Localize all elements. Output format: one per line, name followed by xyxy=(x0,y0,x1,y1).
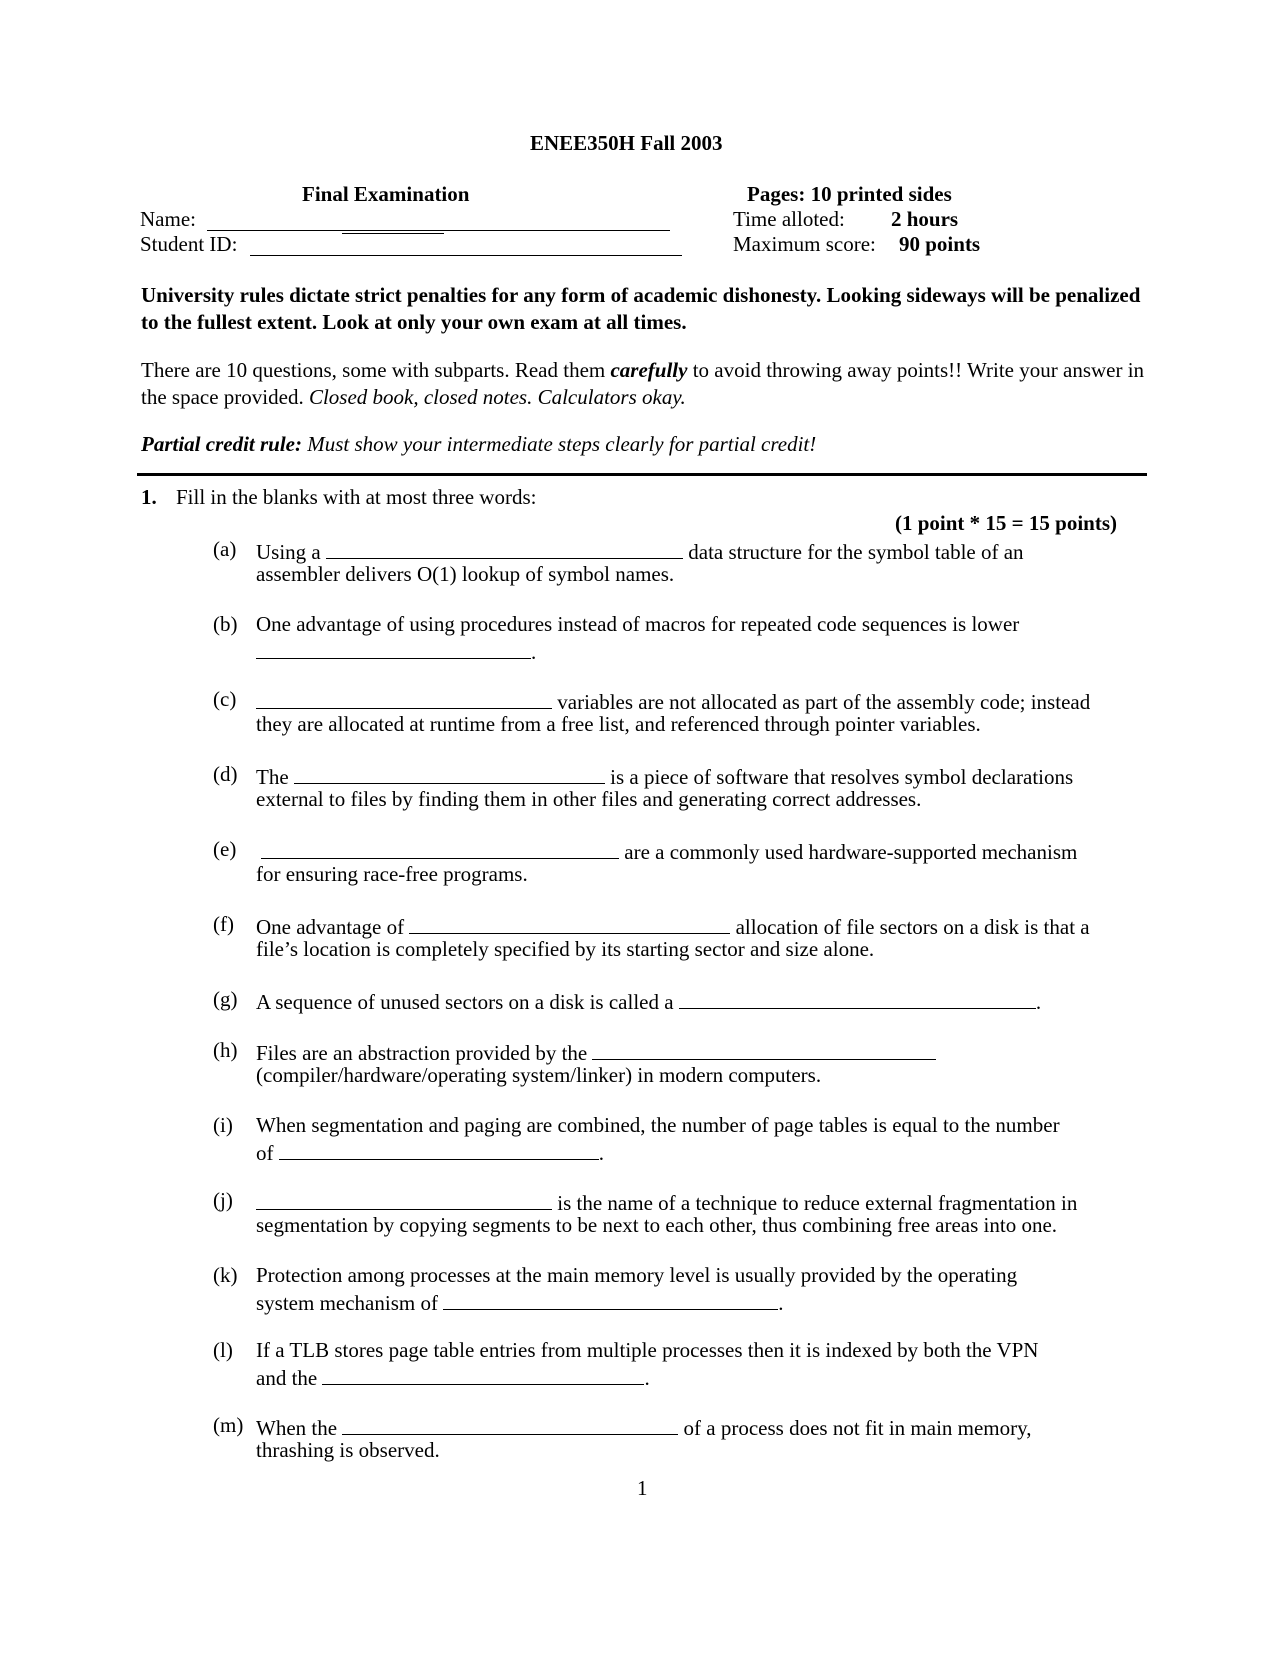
answer-blank-b[interactable] xyxy=(256,636,531,659)
item-line-1: Files are an abstraction provided by the xyxy=(256,1037,936,1066)
score-value: 90 points xyxy=(899,232,981,256)
partial-credit-rule xyxy=(141,432,816,457)
answer-blank-a[interactable] xyxy=(326,536,683,559)
item-line-2: thrashing is observed. xyxy=(256,1438,440,1462)
item-line-2: of . xyxy=(256,1137,604,1166)
item-label: (f) xyxy=(213,912,234,936)
student-id-field[interactable] xyxy=(250,233,682,256)
item-line-1: Using a data structure for the symbol table of an xyxy=(256,536,1024,565)
intro-text-2: to avoid throwing away points!! Write your answer in the space provided. xyxy=(141,358,1145,409)
item-line-1: When segmentation and paging are combined, the number of page tables is equal to the number xyxy=(256,1113,1060,1137)
item-label: (a) xyxy=(213,537,237,561)
item-line-1: are a commonly used hardware-supported mechanism xyxy=(256,836,1077,865)
item-line-1: Protection among processes at the main memory level is usually provided by the operating xyxy=(256,1263,1018,1287)
item-label: (j) xyxy=(213,1188,233,1212)
dishonesty-notice: University rules dictate strict penalties for any form of academic dishonesty. Looking sideways will be penalized to the fullest extent. Look at only your own exam at all times. xyxy=(141,283,1141,334)
item-line-1: If a TLB stores page table entries from multiple processes then it is indexed by both the VPN xyxy=(256,1338,1039,1362)
answer-blank-j[interactable] xyxy=(256,1187,552,1210)
item-line-2: system mechanism of . xyxy=(256,1287,783,1316)
question-number: 1. xyxy=(141,485,157,509)
item-label: (h) xyxy=(213,1038,238,1062)
answer-blank-k[interactable] xyxy=(443,1287,778,1310)
name-label: Name: xyxy=(140,207,196,231)
item-line-2: segmentation by copying segments to be next to each other, thus combining free areas into one. xyxy=(256,1213,1058,1237)
answer-blank-g[interactable] xyxy=(679,986,1036,1009)
time-label: Time alloted: xyxy=(733,207,845,231)
item-line-2: for ensuring race-free programs. xyxy=(256,862,528,886)
section-divider xyxy=(137,473,1147,476)
item-line-1: is the name of a technique to reduce external fragmentation in xyxy=(256,1187,1077,1216)
partial-credit-label: Partial credit rule: xyxy=(141,432,302,456)
item-line-2: assembler delivers O(1) lookup of symbol names. xyxy=(256,562,675,586)
item-line-1: variables are not allocated as part of the assembly code; instead xyxy=(256,686,1090,715)
item-line-2: they are allocated at runtime from a free list, and referenced through pointer variables. xyxy=(256,712,981,736)
item-line-1: One advantage of allocation of file sectors on a disk is that a xyxy=(256,911,1090,940)
item-line-1: A sequence of unused sectors on a disk is called a . xyxy=(256,986,1041,1015)
page-number: 1 xyxy=(637,1476,648,1500)
partial-credit-text: Must show your intermediate steps clearly for partial credit! xyxy=(302,432,817,456)
answer-blank-l[interactable] xyxy=(322,1362,644,1385)
answer-blank-d[interactable] xyxy=(294,761,605,784)
question-points: (1 point * 15 = 15 points) xyxy=(895,511,1117,535)
pages-info: Pages: 10 printed sides xyxy=(747,182,952,206)
course-title: ENEE350H Fall 2003 xyxy=(530,131,723,155)
item-line-2: . xyxy=(256,636,536,665)
item-label: (i) xyxy=(213,1113,233,1137)
answer-blank-h[interactable] xyxy=(592,1037,936,1060)
score-label: Maximum score: xyxy=(733,232,876,256)
answer-blank-f[interactable] xyxy=(409,911,730,934)
intro-text-1: There are 10 questions, some with subparts. Read them xyxy=(141,358,611,382)
item-label: (c) xyxy=(213,687,237,711)
item-line-1: The is a piece of software that resolves symbol declarations xyxy=(256,761,1073,790)
time-value: 2 hours xyxy=(891,207,959,231)
answer-blank-c[interactable] xyxy=(256,686,552,709)
item-line-2: external to files by finding them in other files and generating correct addresses. xyxy=(256,787,922,811)
item-label: (d) xyxy=(213,762,238,786)
item-line-2: and the . xyxy=(256,1362,650,1391)
item-line-2: file’s location is completely specified by its starting sector and size alone. xyxy=(256,937,875,961)
exam-title: Final Examination xyxy=(302,182,470,206)
intro-emphasis: carefully xyxy=(610,358,688,382)
item-label: (e) xyxy=(213,837,237,861)
answer-blank-i[interactable] xyxy=(279,1137,599,1160)
student-id-label: Student ID: xyxy=(140,232,238,256)
item-line-1: One advantage of using procedures instead of macros for repeated code sequences is lower xyxy=(256,612,1020,636)
item-label: (k) xyxy=(213,1263,238,1287)
answer-blank-e[interactable] xyxy=(261,836,619,859)
item-label: (g) xyxy=(213,987,238,1011)
item-label: (b) xyxy=(213,612,238,636)
question-prompt: Fill in the blanks with at most three words: xyxy=(176,485,537,509)
item-label: (m) xyxy=(213,1413,244,1437)
item-label: (l) xyxy=(213,1338,233,1362)
name-field-underline xyxy=(342,211,444,234)
item-line-1: When the of a process does not fit in main memory, xyxy=(256,1412,1032,1441)
answer-blank-m[interactable] xyxy=(342,1412,678,1435)
item-line-2: (compiler/hardware/operating system/linker) in modern computers. xyxy=(256,1063,822,1087)
intro-paragraph xyxy=(141,357,1145,411)
intro-italic: Closed book, closed notes. Calculators okay. xyxy=(308,385,686,409)
